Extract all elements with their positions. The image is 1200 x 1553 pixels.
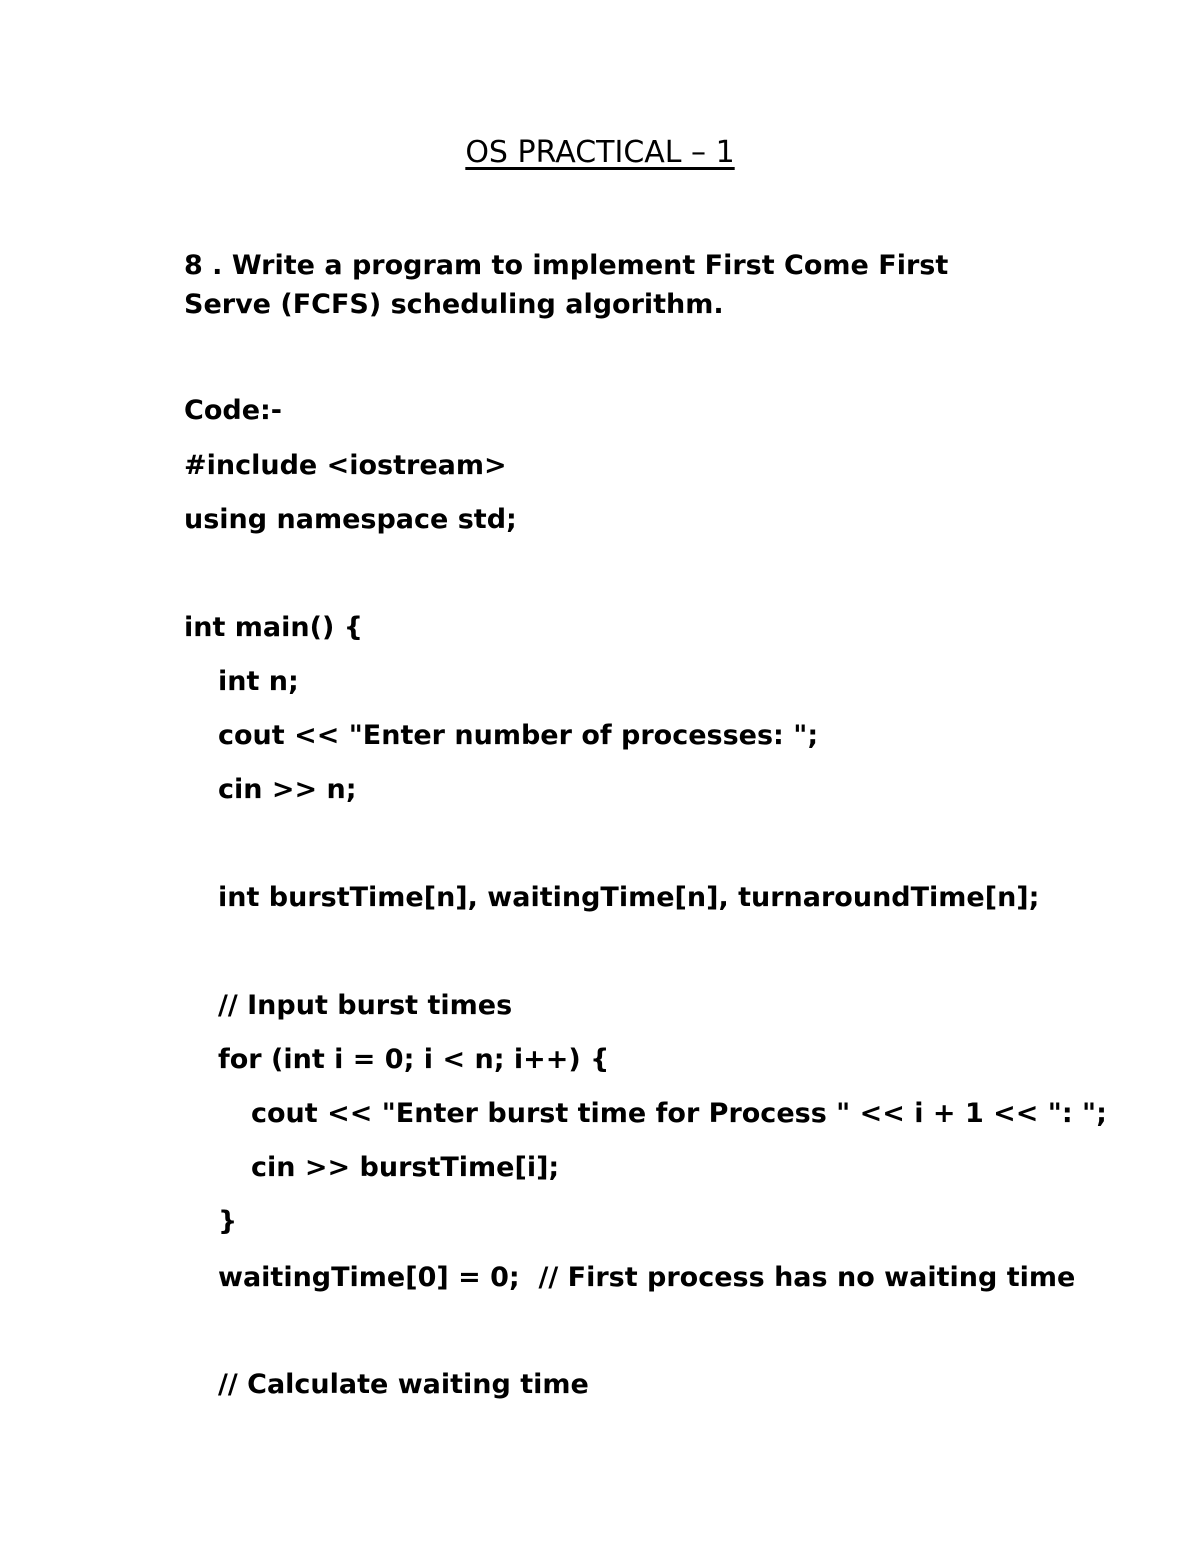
- page-title: [0, 132, 1200, 174]
- code-label: Code:-: [184, 395, 283, 426]
- code-line-int-n: int n;: [218, 666, 299, 697]
- code-line-for: for (int i = 0; i < n; i++) {: [218, 1044, 610, 1075]
- code-line-cout-prompt: cout << "Enter number of processes: ";: [218, 720, 819, 751]
- code-line-comment-input: // Input burst times: [218, 990, 513, 1021]
- code-line-comment-calc: // Calculate waiting time: [218, 1369, 589, 1400]
- code-line-cin-burst: cin >> burstTime[i];: [251, 1152, 560, 1183]
- question-text: 8 . Write a program to implement First Come First Serve (FCFS) scheduling algorithm.: [184, 250, 949, 320]
- code-line-main: int main() {: [184, 612, 363, 643]
- code-line-cin-n: cin >> n;: [218, 774, 357, 805]
- code-line-close-brace: }: [218, 1206, 238, 1237]
- code-line-namespace: using namespace std;: [184, 504, 517, 535]
- code-line-waiting-zero: waitingTime[0] = 0; // First process has no waiting time: [218, 1262, 1076, 1293]
- code-line-cout-burst: cout << "Enter burst time for Process " << i + 1 << ": ";: [251, 1098, 1107, 1129]
- code-line-arrays: int burstTime[n], waitingTime[n], turnaroundTime[n];: [218, 882, 1040, 913]
- code-line-include: #include <iostream>: [184, 450, 507, 481]
- page-title-text: OS PRACTICAL – 1: [465, 135, 735, 170]
